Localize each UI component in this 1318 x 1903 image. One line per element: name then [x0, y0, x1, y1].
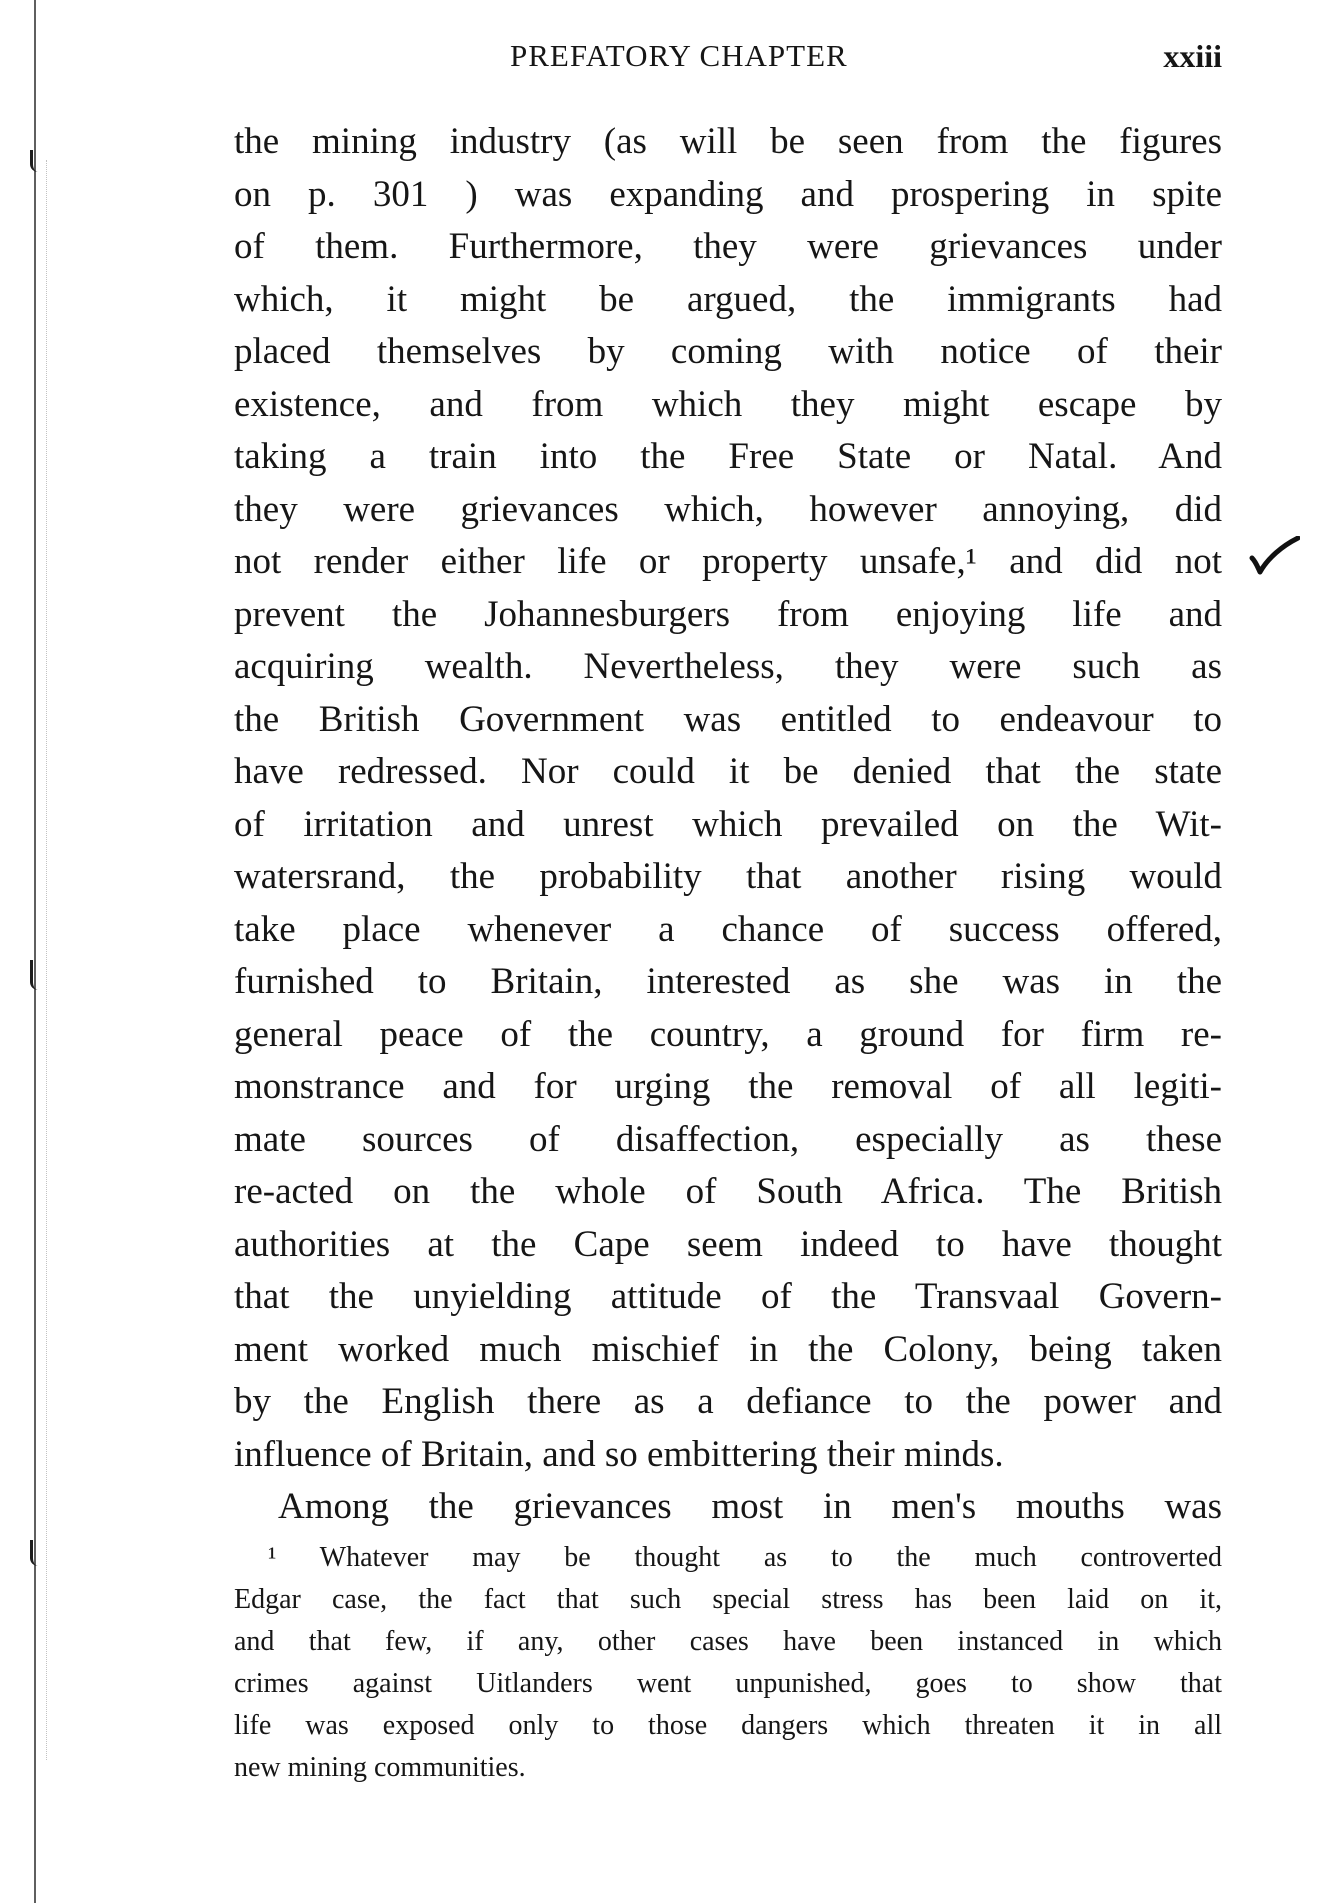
- text-line: the mining industry (as will be seen from the figures: [234, 121, 1222, 162]
- text-line: the British Government was entitled to endeavour to: [234, 698, 1222, 740]
- footnote-line: Edgar case, the fact that such special stress has been laid on it,: [234, 1584, 1222, 1615]
- text-line-paragraph-start: Among the grievances most in men's mouths was: [278, 1486, 1222, 1527]
- page-header: [234, 38, 1222, 84]
- text-line: have redressed. Nor could it be denied that the state: [234, 751, 1222, 792]
- text-line: of irritation and unrest which prevailed on the Wit-: [234, 803, 1222, 845]
- pencil-checkmark-icon: [1248, 536, 1300, 576]
- footnote-line: and that few, if any, other cases have been instanced in which: [234, 1626, 1222, 1657]
- text-line: on p. 301 ) was expanding and prospering in spite: [234, 173, 1222, 215]
- text-line: monstrance and for urging the removal of all legiti-: [234, 1066, 1222, 1107]
- gutter-dotted-line: [46, 160, 48, 1760]
- text-line: by the English there as a defiance to the power and: [234, 1381, 1222, 1422]
- footnote-line: new mining communities.: [234, 1752, 526, 1783]
- gutter-pencil-mark: [30, 150, 43, 172]
- running-head: PREFATORY CHAPTER: [510, 38, 848, 73]
- footnote-line: life was exposed only to those dangers which threaten it in all: [234, 1710, 1222, 1741]
- text-line: acquiring wealth. Nevertheless, they were such as: [234, 646, 1222, 687]
- text-line: that the unyielding attitude of the Transvaal Govern-: [234, 1276, 1222, 1317]
- footnotes: [234, 1537, 1222, 1789]
- text-line: re-acted on the whole of South Africa. The British: [234, 1171, 1222, 1212]
- text-line: influence of Britain, and so embittering their minds.: [234, 1433, 1004, 1475]
- text-line: prevent the Johannesburgers from enjoying life and: [234, 593, 1222, 635]
- text-line: mate sources of disaffection, especially as these: [234, 1118, 1222, 1160]
- text-line: furnished to Britain, interested as she was in the: [234, 961, 1222, 1002]
- gutter-pencil-mark: [30, 1540, 43, 1566]
- footnote-line: ¹ Whatever may be thought as to the much controverted: [268, 1542, 1222, 1573]
- text-line: authorities at the Cape seem indeed to have thought: [234, 1223, 1222, 1265]
- text-line: placed themselves by coming with notice of their: [234, 331, 1222, 372]
- footnote-line: crimes against Uitlanders went unpunished, goes to show that: [234, 1668, 1222, 1699]
- text-line: take place whenever a chance of success offered,: [234, 908, 1222, 950]
- text-line: they were grievances which, however annoying, did: [234, 488, 1222, 530]
- text-line: watersrand, the probability that another rising would: [234, 856, 1222, 897]
- text-line: not render either life or property unsafe,¹ and did not: [234, 541, 1222, 582]
- text-line: of them. Furthermore, they were grievances under: [234, 226, 1222, 267]
- text-line: existence, and from which they might escape by: [234, 383, 1222, 425]
- text-line: taking a train into the Free State or Natal. And: [234, 436, 1222, 477]
- gutter-pencil-mark: [30, 960, 43, 990]
- text-line: general peace of the country, a ground for firm re-: [234, 1013, 1222, 1055]
- page-number: xxiii: [1163, 38, 1222, 74]
- body-text: [234, 116, 1222, 1534]
- binding-edge-line: [34, 0, 36, 1903]
- text-line: which, it might be argued, the immigrants had: [234, 278, 1222, 320]
- text-line: ment worked much mischief in the Colony, being taken: [234, 1328, 1222, 1370]
